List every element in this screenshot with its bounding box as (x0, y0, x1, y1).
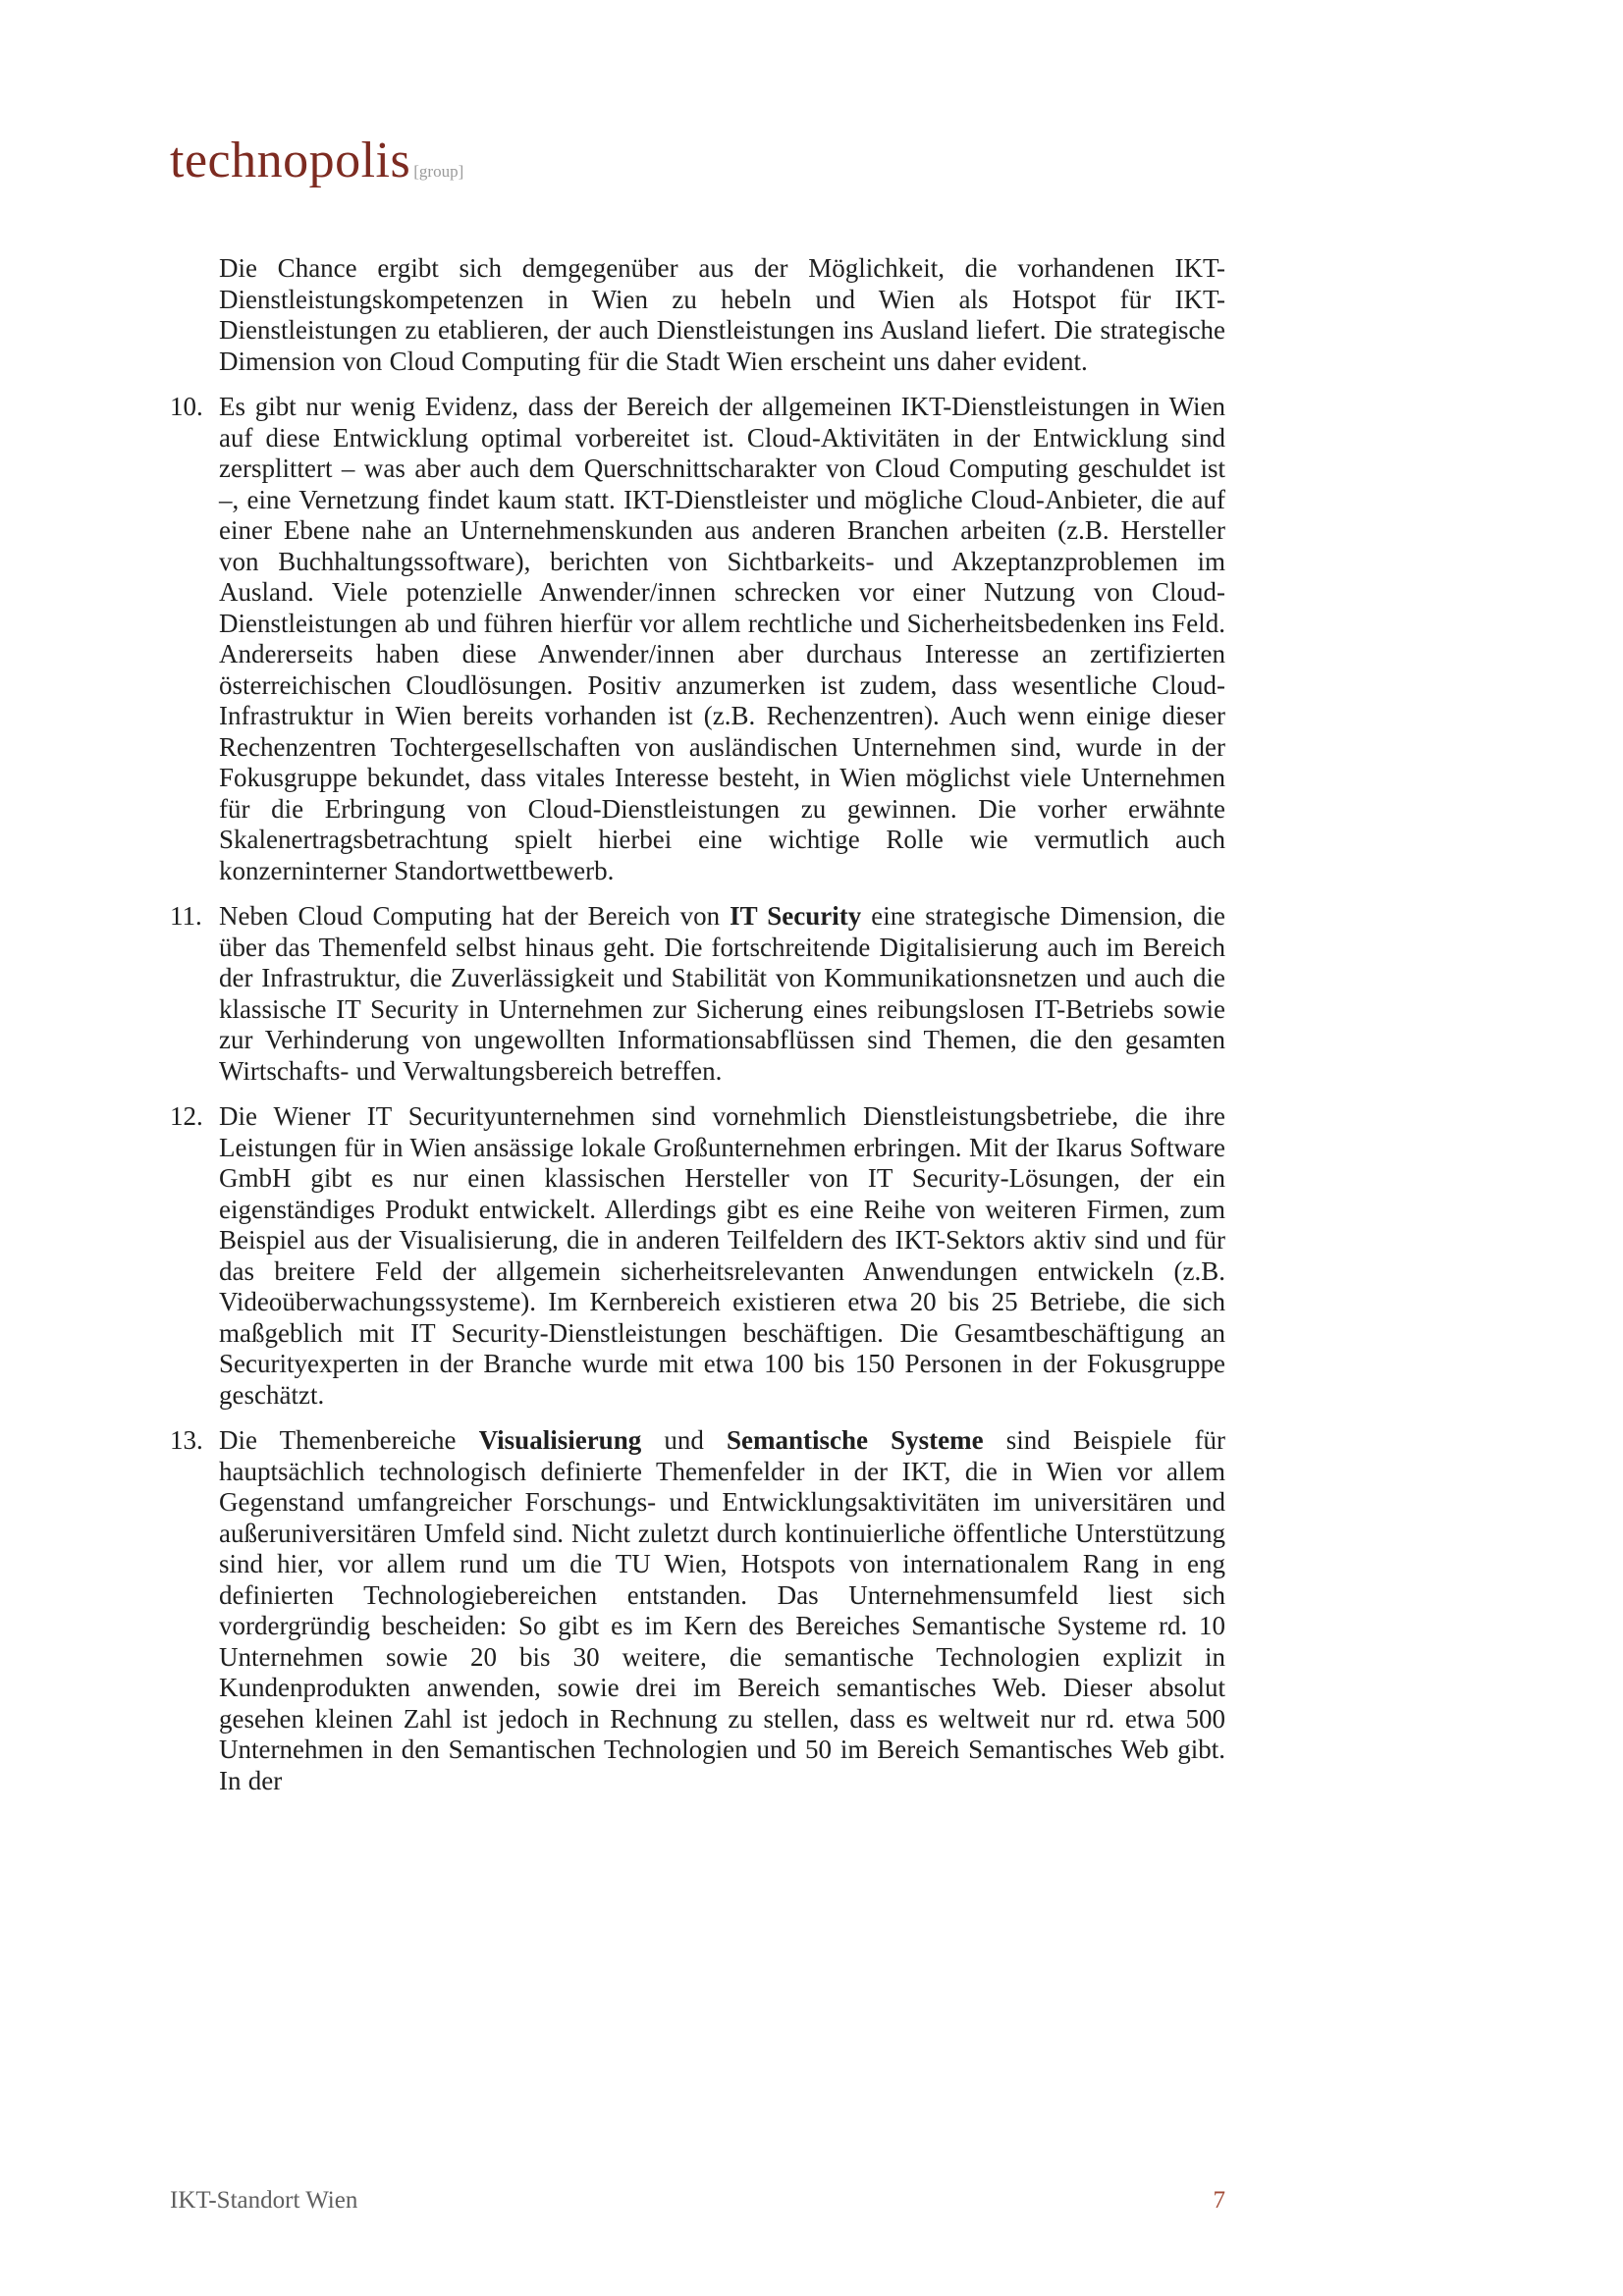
list-item-10 (170, 392, 1225, 886)
list-item-11 (170, 901, 1225, 1087)
text-segment: und (641, 1425, 727, 1455)
paragraph-text (170, 392, 1225, 886)
logo-group-suffix: [group] (413, 162, 464, 181)
text-segment-bold: Visualisierung (478, 1425, 642, 1455)
text-segment: Die Wiener IT Securityunternehmen sind vornehmlich Dienstleistungsbetriebe, die ihre Leistungen für in Wien ansässige lokale Großunternehmen erbringen. Mit der Ikarus Software GmbH gibt es nur einen klassischen Hersteller von IT Security-Lösungen, der ein eigenständiges Produkt entwickelt. Allerdings gibt es eine Reihe von weiteren Firmen, zum Beispiel aus der Visualisierung, die in anderen Teilfeldern des IKT-Sektors aktiv sind und für das breitere Feld der allgemein sicherheitsrelevanten Anwendungen entwickeln (z.B. Videoüberwachungssysteme). Im Kernbereich existieren etwa 20 bis 25 Betriebe, die sich maßgeblich mit IT Security-Dienstleistungen beschäftigen. Die Gesamtbeschäftigung an Securityexperten in der Branche wurde mit etwa 100 bis 150 Personen in der Fokusgruppe geschätzt. (219, 1101, 1225, 1410)
item-number: 11. (170, 901, 202, 931)
paragraph-text (170, 1101, 1225, 1411)
text-segment: sind Beispiele für hauptsächlich technologisch definierte Themenfelder in der IKT, die in Wien vor allem Gegenstand umfangreicher Forschungs- und Entwicklungsaktivitäten im universitären und außeruniversitären Umfeld sind. Nicht zuletzt durch kontinuierliche öffentliche Unterstützung sind hier, vor allem rund um die TU Wien, Hotspots von internationalem Rang in eng definierten Technologiebereichen entstanden. Das Unternehmensumfeld liest sich vordergründig bescheiden: So gibt es im Kern des Bereiches Semantische Systeme rd. 10 Unternehmen sowie 20 bis 30 weitere, die semantische Technologien explizit in Kundenprodukten anwenden, sowie drei im Bereich semantisches Web. Dieser absolut gesehen kleinen Zahl ist jedoch in Rechnung zu stellen, dass es weltweit nur rd. etwa 500 Unternehmen in den Semantischen Technologien und 50 im Bereich Semantisches Web gibt. In der (219, 1425, 1225, 1795)
list-item-13 (170, 1425, 1225, 1796)
logo-brand-text: technopolis (170, 133, 411, 188)
technopolis-logo (170, 132, 463, 189)
footer-page-number: 7 (1213, 2187, 1225, 2214)
paragraph-intro: Die Chance ergibt sich demgegenüber aus der Möglichkeit, die vorhandenen IKT-Dienstleistungskompetenzen in Wien zu hebeln und Wien als Hotspot für IKT-Dienstleistungen zu etablieren, der auch Dienstleistungen ins Ausland liefert. Die strategische Dimension von Cloud Computing für die Stadt Wien erscheint uns daher evident. (219, 253, 1225, 376)
page-footer (170, 2187, 1225, 2215)
text-segment: eine strategische Dimension, die über das Themenfeld selbst hinaus geht. Die fortschreitende Digitalisierung auch im Bereich der Infrastruktur, die Zuverlässigkeit und Stabilität von Kommunikationsnetzen und auch die klassische IT Security in Unternehmen zur Sicherung eines reibungslosen IT-Betriebs sowie zur Verhinderung von ungewollten Informationsabflüssen sind Themen, die den gesamten Wirtschafts- und Verwaltungsbereich betreffen. (219, 901, 1225, 1086)
text-segment-bold: IT Security (730, 901, 862, 931)
item-number: 10. (170, 392, 203, 421)
text-segment: Neben Cloud Computing hat der Bereich von (219, 901, 730, 931)
document-body (170, 253, 1225, 1811)
item-number: 13. (170, 1425, 203, 1455)
text-segment-bold: Semantische Systeme (727, 1425, 984, 1455)
text-segment: Es gibt nur wenig Evidenz, dass der Bereich der allgemeinen IKT-Dienstleistungen in Wien auf diese Entwicklung optimal vorbereitet ist. Cloud-Aktivitäten in der Entwicklung sind zersplittert – was aber auch dem Querschnittscharakter von Cloud Computing geschuldet ist –, eine Vernetzung findet kaum statt. IKT-Dienstleister und mögliche Cloud-Anbieter, die auf einer Ebene nahe an Unternehmenskunden aus anderen Branchen arbeiten (z.B. Hersteller von Buchhaltungssoftware), berichten von Sichtbarkeits- und Akzeptanzproblemen im Ausland. Viele potenzielle Anwender/innen schrecken vor einer Nutzung von Cloud-Dienstleistungen ab und führen hierfür vor allem rechtliche und Sicherheitsbedenken ins Feld. Andererseits haben diese Anwender/innen aber durchaus Interesse an zertifizierten österreichischen Cloudlösungen. Positiv anzumerken ist zudem, dass wesentliche Cloud-Infrastruktur in Wien bereits vorhanden ist (z.B. Rechenzentren). Auch wenn einige dieser Rechenzentren Tochtergesellschaften von ausländischen Unternehmen sind, wurde in der Fokusgruppe bekundet, dass vitales Interesse besteht, in Wien möglichst viele Unternehmen für die Erbringung von Cloud-Dienstleistungen zu gewinnen. Die vorher erwähnte Skalenertragsbetrachtung spielt hierbei eine wichtige Rolle wie vermutlich auch konzerninterner Standortwettbewerb. (219, 392, 1225, 885)
paragraph-text (170, 901, 1225, 1087)
paragraph-text (170, 1425, 1225, 1796)
text-segment: Die Themenbereiche (219, 1425, 479, 1455)
list-item-12 (170, 1101, 1225, 1411)
footer-doc-title: IKT-Standort Wien (170, 2187, 358, 2214)
item-number: 12. (170, 1101, 203, 1131)
